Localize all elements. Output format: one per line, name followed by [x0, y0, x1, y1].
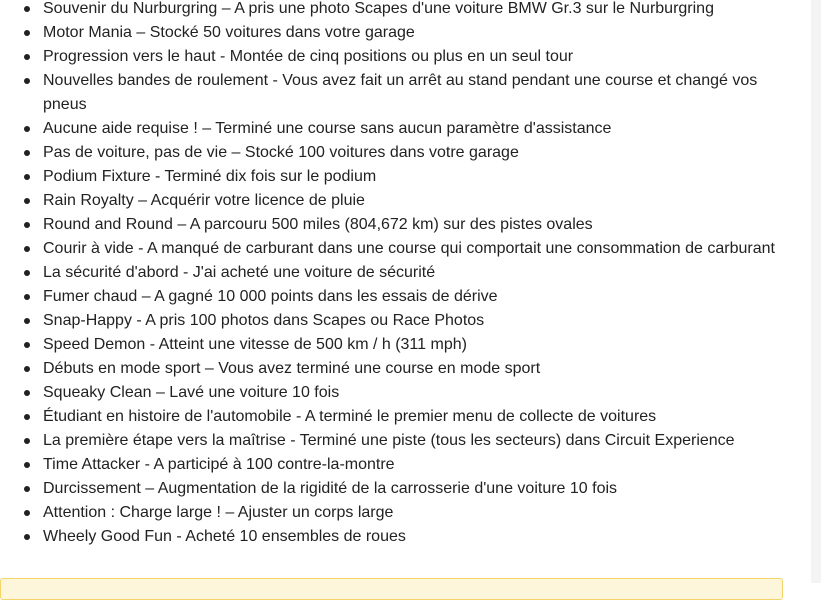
list-item [0, 333, 800, 357]
list-item-text: Podium Fixture - Terminé dix fois sur le podium [43, 168, 377, 185]
list-item-text: Nouvelles bandes de roulement - Vous avez fait un arrêt au stand pendant une course et changé vos pneus [43, 72, 758, 113]
list-item [0, 213, 800, 237]
bullet-icon [24, 366, 30, 372]
list-item [0, 21, 800, 45]
bullet-icon [24, 30, 30, 36]
list-item-text: Souvenir du Nurburgring – A pris une photo Scapes d'une voiture BMW Gr.3 sur le Nurburgring [43, 0, 714, 17]
list-item-text: La sécurité d'abord - J'ai acheté une voiture de sécurité [43, 264, 436, 281]
list-item [0, 141, 800, 165]
list-item [0, 405, 800, 429]
list-item [0, 117, 800, 141]
list-item [0, 309, 800, 333]
list-item-text: Wheely Good Fun - Acheté 10 ensembles de roues [43, 528, 406, 545]
bullet-icon [24, 246, 30, 252]
list-item-text: Débuts en mode sport – Vous avez terminé une course en mode sport [43, 360, 541, 377]
list-item [0, 69, 800, 117]
list-item [0, 501, 800, 525]
list-item-text: Durcissement – Augmentation de la rigidité de la carrosserie d'une voiture 10 fois [43, 480, 618, 497]
bullet-icon [24, 294, 30, 300]
list-item [0, 285, 800, 309]
list-item [0, 165, 800, 189]
page-margin [811, 0, 821, 583]
list-item [0, 0, 800, 21]
bullet-icon [24, 510, 30, 516]
list-item-text: Attention : Charge large ! – Ajuster un corps large [43, 504, 394, 521]
list-item [0, 237, 800, 261]
bullet-icon [24, 534, 30, 540]
bullet-icon [24, 438, 30, 444]
bullet-icon [24, 318, 30, 324]
bullet-icon [24, 54, 30, 60]
notice-box [0, 578, 783, 600]
bullet-icon [24, 6, 30, 12]
list-item-text: Fumer chaud – A gagné 10 000 points dans les essais de dérive [43, 288, 498, 305]
list-item-text: Pas de voiture, pas de vie – Stocké 100 voitures dans votre garage [43, 144, 519, 161]
list-item-text: Courir à vide - A manqué de carburant dans une course qui comportait une consommation de carburant [43, 240, 775, 257]
bullet-icon [24, 174, 30, 180]
list-item [0, 45, 800, 69]
list-item-text: Round and Round – A parcouru 500 miles (804,672 km) sur des pistes ovales [43, 216, 593, 233]
list-item [0, 525, 800, 549]
bullet-icon [24, 342, 30, 348]
list-item-text: Étudiant en histoire de l'automobile - A terminé le premier menu de collecte de voitures [43, 408, 657, 425]
bullet-icon [24, 198, 30, 204]
list-item-text: La première étape vers la maîtrise - Terminé une piste (tous les secteurs) dans Circuit Experience [43, 432, 735, 449]
bullet-icon [24, 486, 30, 492]
list-item-text: Squeaky Clean – Lavé une voiture 10 fois [43, 384, 340, 401]
bullet-icon [24, 390, 30, 396]
list-item-text: Aucune aide requise ! – Terminé une course sans aucun paramètre d'assistance [43, 120, 612, 137]
bullet-icon [24, 462, 30, 468]
list-item [0, 189, 800, 213]
bullet-icon [24, 150, 30, 156]
list-item-text: Progression vers le haut - Montée de cinq positions ou plus en un seul tour [43, 48, 574, 65]
list-item [0, 477, 800, 501]
list-item-text: Snap-Happy - A pris 100 photos dans Scapes ou Race Photos [43, 312, 485, 329]
list-item-text: Time Attacker - A participé à 100 contre-la-montre [43, 456, 395, 473]
list-item [0, 261, 800, 285]
bullet-icon [24, 222, 30, 228]
list-item [0, 429, 800, 453]
bullet-icon [24, 78, 30, 84]
bullet-icon [24, 126, 30, 132]
list-item-text: Rain Royalty – Acquérir votre licence de pluie [43, 192, 365, 209]
list-item [0, 453, 800, 477]
list-item-text: Motor Mania – Stocké 50 voitures dans votre garage [43, 24, 415, 41]
list-item-text: Speed Demon - Atteint une vitesse de 500 km / h (311 mph) [43, 336, 467, 353]
bullet-icon [24, 270, 30, 276]
bullet-icon [24, 414, 30, 420]
list-item [0, 357, 800, 381]
list-item [0, 381, 800, 405]
